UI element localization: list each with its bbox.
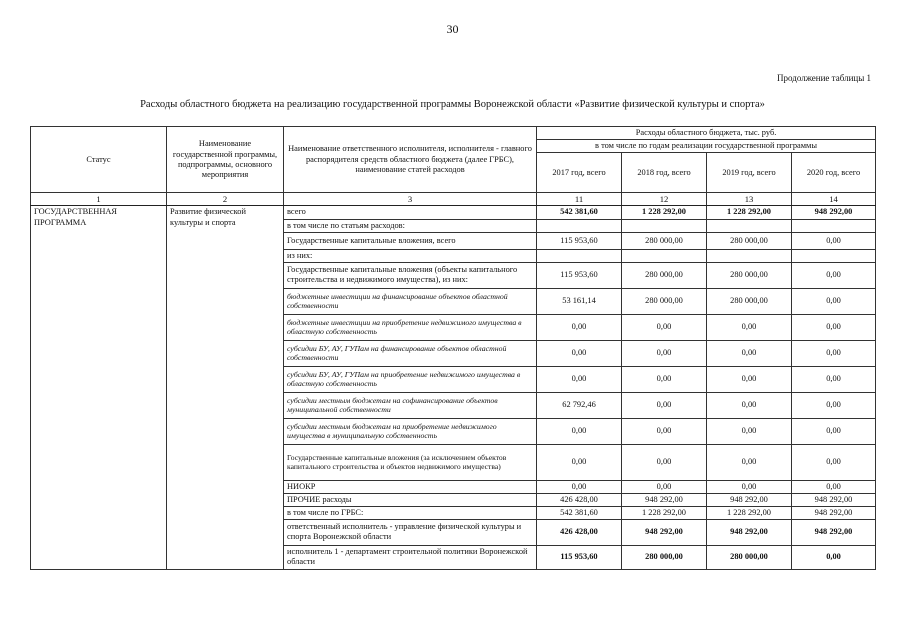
- value-cell: 948 292,00: [622, 493, 707, 506]
- value-cell: 948 292,00: [792, 506, 876, 519]
- value-cell: 0,00: [537, 480, 622, 493]
- value-cell: 948 292,00: [707, 493, 792, 506]
- value-cell: 542 381,60: [537, 206, 622, 219]
- column-index: 11: [537, 193, 622, 206]
- value-cell: 948 292,00: [622, 519, 707, 545]
- row-label: Государственные капитальные вложения (за исключением объектов капитального строительства и объектов недвижимого имущества): [284, 444, 537, 480]
- value-cell: 0,00: [537, 340, 622, 366]
- column-index: 2: [167, 193, 284, 206]
- row-label: субсидии БУ, АУ, ГУПам на приобретение недвижимого имущества в областную собственность: [284, 366, 537, 392]
- value-cell: 280 000,00: [622, 545, 707, 569]
- value-cell: [622, 249, 707, 262]
- value-cell: 53 161,14: [537, 288, 622, 314]
- value-cell: 280 000,00: [622, 232, 707, 249]
- value-cell: 948 292,00: [792, 519, 876, 545]
- value-cell: 0,00: [792, 262, 876, 288]
- header-year-2019: 2019 год, всего: [707, 153, 792, 193]
- header-year-2017: 2017 год, всего: [537, 153, 622, 193]
- row-label: из них:: [284, 249, 537, 262]
- column-index: 3: [284, 193, 537, 206]
- value-cell: 0,00: [792, 480, 876, 493]
- status-cell: ГОСУДАРСТВЕННАЯ ПРОГРАММА: [31, 206, 167, 569]
- value-cell: 0,00: [792, 366, 876, 392]
- value-cell: 0,00: [792, 288, 876, 314]
- value-cell: 280 000,00: [707, 262, 792, 288]
- column-index: 13: [707, 193, 792, 206]
- value-cell: [707, 219, 792, 232]
- value-cell: 280 000,00: [707, 232, 792, 249]
- value-cell: 0,00: [622, 392, 707, 418]
- header-budget-group: Расходы областного бюджета, тыс. руб.: [537, 127, 876, 140]
- document-title: Расходы областного бюджета на реализацию государственной программы Воронежской области «Развитие физической культуры и спорта»: [140, 99, 765, 110]
- value-cell: 0,00: [622, 480, 707, 493]
- value-cell: 115 953,60: [537, 262, 622, 288]
- row-label: ответственный исполнитель - управление физической культуры и спорта Воронежской области: [284, 519, 537, 545]
- value-cell: 1 228 292,00: [707, 206, 792, 219]
- program-cell: Развитие физической культуры и спорта: [167, 206, 284, 569]
- value-cell: 542 381,60: [537, 506, 622, 519]
- value-cell: 280 000,00: [707, 545, 792, 569]
- value-cell: 0,00: [537, 444, 622, 480]
- value-cell: 0,00: [792, 545, 876, 569]
- value-cell: [537, 219, 622, 232]
- value-cell: 280 000,00: [622, 262, 707, 288]
- column-index: 1: [31, 193, 167, 206]
- header-executor: Наименование ответственного исполнителя, исполнителя - главного распорядителя средств областного бюджета (далее ГРБС), наименование статей расходов: [284, 127, 537, 193]
- value-cell: 948 292,00: [792, 493, 876, 506]
- value-cell: 0,00: [537, 418, 622, 444]
- value-cell: 0,00: [707, 392, 792, 418]
- value-cell: 0,00: [707, 418, 792, 444]
- value-cell: 1 228 292,00: [622, 506, 707, 519]
- row-label: субсидии БУ, АУ, ГУПам на финансирование объектов областной собственности: [284, 340, 537, 366]
- value-cell: 0,00: [792, 314, 876, 340]
- table-row: [31, 206, 876, 219]
- row-label: всего: [284, 206, 537, 219]
- value-cell: 426 428,00: [537, 519, 622, 545]
- value-cell: 115 953,60: [537, 232, 622, 249]
- value-cell: 426 428,00: [537, 493, 622, 506]
- value-cell: 0,00: [707, 366, 792, 392]
- header-year-2018: 2018 год, всего: [622, 153, 707, 193]
- value-cell: 0,00: [707, 340, 792, 366]
- value-cell: 0,00: [707, 314, 792, 340]
- value-cell: 948 292,00: [792, 206, 876, 219]
- value-cell: 0,00: [792, 418, 876, 444]
- page-number: 30: [446, 22, 459, 36]
- value-cell: [707, 249, 792, 262]
- column-index: 14: [792, 193, 876, 206]
- value-cell: 0,00: [537, 366, 622, 392]
- header-status: Статус: [31, 127, 167, 193]
- value-cell: [622, 219, 707, 232]
- value-cell: 0,00: [792, 340, 876, 366]
- row-label: ПРОЧИЕ расходы: [284, 493, 537, 506]
- value-cell: [537, 249, 622, 262]
- value-cell: [792, 219, 876, 232]
- value-cell: 0,00: [707, 480, 792, 493]
- value-cell: 1 228 292,00: [622, 206, 707, 219]
- header-year-2020: 2020 год, всего: [792, 153, 876, 193]
- value-cell: 0,00: [792, 392, 876, 418]
- value-cell: 0,00: [622, 418, 707, 444]
- budget-table: [30, 126, 876, 570]
- value-cell: 0,00: [622, 314, 707, 340]
- row-label: субсидии местным бюджетам на софинансирование объектов муниципальной собственности: [284, 392, 537, 418]
- value-cell: 280 000,00: [707, 288, 792, 314]
- value-cell: 0,00: [792, 444, 876, 480]
- table-continuation-note: Продолжение таблицы 1: [777, 73, 871, 83]
- value-cell: 0,00: [537, 314, 622, 340]
- value-cell: 0,00: [792, 232, 876, 249]
- value-cell: 0,00: [622, 340, 707, 366]
- row-label: в том числе по статьям расходов:: [284, 219, 537, 232]
- value-cell: 115 953,60: [537, 545, 622, 569]
- column-index: 12: [622, 193, 707, 206]
- value-cell: 280 000,00: [622, 288, 707, 314]
- value-cell: 0,00: [622, 366, 707, 392]
- value-cell: 62 792,46: [537, 392, 622, 418]
- row-label: НИОКР: [284, 480, 537, 493]
- row-label: Государственные капитальные вложения (объекты капитального строительства и недвижимого имущества), из них:: [284, 262, 537, 288]
- row-label: субсидии местным бюджетам на приобретение недвижимого имущества в муниципальную собственность: [284, 418, 537, 444]
- value-cell: 0,00: [707, 444, 792, 480]
- header-program-name: Наименование государственной программы, подпрограммы, основного мероприятия: [167, 127, 284, 193]
- value-cell: 1 228 292,00: [707, 506, 792, 519]
- column-index-row: [31, 193, 876, 206]
- value-cell: 948 292,00: [707, 519, 792, 545]
- row-label: бюджетные инвестиции на приобретение недвижимого имущества в областную собственность: [284, 314, 537, 340]
- row-label: в том числе по ГРБС:: [284, 506, 537, 519]
- value-cell: [792, 249, 876, 262]
- header-years-group: в том числе по годам реализации государственной программы: [537, 140, 876, 153]
- row-label: Государственные капитальные вложения, всего: [284, 232, 537, 249]
- row-label: исполнитель 1 - департамент строительной политики Воронежской области: [284, 545, 537, 569]
- value-cell: 0,00: [622, 444, 707, 480]
- row-label: бюджетные инвестиции на финансирование объектов областной собственности: [284, 288, 537, 314]
